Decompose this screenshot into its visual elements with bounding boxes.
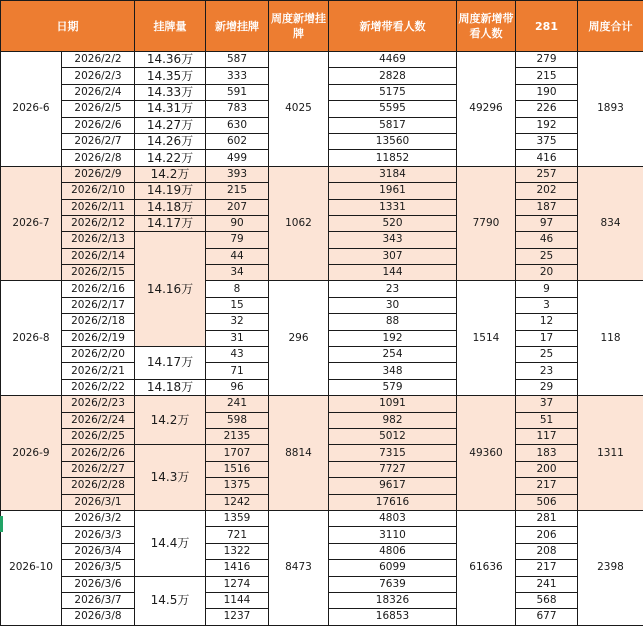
new-listing-cell[interactable]: 207 — [206, 199, 269, 215]
new-listing-cell[interactable]: 630 — [206, 117, 269, 133]
new-listing-cell[interactable]: 1274 — [206, 576, 269, 592]
new-viewers-cell[interactable]: 13560 — [329, 133, 457, 149]
new-viewers-cell[interactable]: 4803 — [329, 510, 457, 526]
new-viewers-cell[interactable]: 6099 — [329, 560, 457, 576]
listing-cell[interactable]: 14.4万 — [135, 510, 206, 576]
new-viewers-cell[interactable]: 343 — [329, 232, 457, 248]
new-listing-cell[interactable]: 783 — [206, 101, 269, 117]
col-281-cell[interactable]: 677 — [516, 609, 578, 625]
col-281-cell[interactable]: 190 — [516, 84, 578, 100]
table-row — [1, 166, 643, 182]
date-cell[interactable]: 2026/2/15 — [62, 265, 135, 281]
listing-cell[interactable]: 14.3万 — [135, 445, 206, 511]
col-281-cell[interactable]: 25 — [516, 248, 578, 264]
new-listing-cell[interactable]: 393 — [206, 166, 269, 182]
header-week-new-listing[interactable]: 周度新增挂牌 — [269, 1, 329, 52]
col-281-cell[interactable]: 200 — [516, 461, 578, 477]
date-cell[interactable]: 2026/2/13 — [62, 232, 135, 248]
new-listing-cell[interactable]: 1322 — [206, 543, 269, 559]
date-cell[interactable]: 2026/3/4 — [62, 543, 135, 559]
header-date[interactable]: 日期 — [1, 1, 135, 52]
new-viewers-cell[interactable]: 520 — [329, 215, 457, 231]
col-281-cell[interactable]: 217 — [516, 478, 578, 494]
new-viewers-cell[interactable]: 18326 — [329, 592, 457, 608]
new-viewers-cell[interactable]: 1331 — [329, 199, 457, 215]
week-cell[interactable]: 2026-10 — [1, 510, 62, 625]
col-281-cell[interactable]: 416 — [516, 150, 578, 166]
new-listing-cell[interactable]: 499 — [206, 150, 269, 166]
new-listing-cell[interactable]: 591 — [206, 84, 269, 100]
new-listing-cell[interactable]: 598 — [206, 412, 269, 428]
new-listing-cell[interactable]: 43 — [206, 347, 269, 363]
header-281[interactable]: 281 — [516, 1, 578, 52]
new-listing-cell[interactable]: 215 — [206, 183, 269, 199]
col-281-cell[interactable]: 568 — [516, 592, 578, 608]
new-viewers-cell[interactable]: 2828 — [329, 68, 457, 84]
new-viewers-cell[interactable]: 579 — [329, 379, 457, 395]
header-new-listing[interactable]: 新增挂牌 — [206, 1, 269, 52]
new-viewers-cell[interactable]: 16853 — [329, 609, 457, 625]
new-listing-cell[interactable]: 1707 — [206, 445, 269, 461]
col-281-cell[interactable]: 257 — [516, 166, 578, 182]
listing-cell[interactable]: 14.19万 — [135, 183, 206, 199]
new-listing-cell[interactable]: 1375 — [206, 478, 269, 494]
date-cell[interactable]: 2026/2/3 — [62, 68, 135, 84]
new-viewers-cell[interactable]: 30 — [329, 297, 457, 313]
table-row — [1, 281, 643, 297]
listing-cell[interactable]: 14.22万 — [135, 150, 206, 166]
date-cell[interactable]: 2026/3/6 — [62, 576, 135, 592]
new-viewers-cell[interactable]: 5595 — [329, 101, 457, 117]
col-281-cell[interactable]: 183 — [516, 445, 578, 461]
new-listing-cell[interactable]: 1242 — [206, 494, 269, 510]
date-cell[interactable]: 2026/2/10 — [62, 183, 135, 199]
new-viewers-cell[interactable]: 7727 — [329, 461, 457, 477]
week-new-viewers-cell[interactable]: 61636 — [457, 510, 516, 625]
col-281-cell[interactable]: 97 — [516, 215, 578, 231]
week-total-cell[interactable]: 834 — [578, 166, 643, 281]
col-281-cell[interactable]: 192 — [516, 117, 578, 133]
week-cell[interactable]: 2026-6 — [1, 52, 62, 167]
new-listing-cell[interactable]: 71 — [206, 363, 269, 379]
new-listing-cell[interactable]: 34 — [206, 265, 269, 281]
date-cell[interactable]: 2026/2/16 — [62, 281, 135, 297]
col-281-cell[interactable]: 25 — [516, 347, 578, 363]
date-cell[interactable]: 2026/2/14 — [62, 248, 135, 264]
col-281-cell[interactable]: 23 — [516, 363, 578, 379]
new-listing-cell[interactable]: 1516 — [206, 461, 269, 477]
week-new-viewers-cell[interactable]: 7790 — [457, 166, 516, 281]
col-281-cell[interactable]: 202 — [516, 183, 578, 199]
listing-cell[interactable]: 14.33万 — [135, 84, 206, 100]
new-listing-cell[interactable]: 90 — [206, 215, 269, 231]
new-listing-cell[interactable]: 1144 — [206, 592, 269, 608]
col-281-cell[interactable]: 187 — [516, 199, 578, 215]
new-viewers-cell[interactable]: 348 — [329, 363, 457, 379]
date-cell[interactable]: 2026/3/3 — [62, 527, 135, 543]
new-listing-cell[interactable]: 8 — [206, 281, 269, 297]
week-new-listing-cell[interactable]: 4025 — [269, 52, 329, 167]
col-281-cell[interactable]: 208 — [516, 543, 578, 559]
new-listing-cell[interactable]: 721 — [206, 527, 269, 543]
week-total-cell[interactable]: 2398 — [578, 510, 643, 625]
new-viewers-cell[interactable]: 5012 — [329, 428, 457, 444]
date-cell[interactable]: 2026/3/1 — [62, 494, 135, 510]
new-viewers-cell[interactable]: 4806 — [329, 543, 457, 559]
date-cell[interactable]: 2026/2/20 — [62, 347, 135, 363]
listing-cell[interactable]: 14.17万 — [135, 215, 206, 231]
new-viewers-cell[interactable]: 23 — [329, 281, 457, 297]
listing-cell[interactable]: 14.2万 — [135, 396, 206, 445]
date-cell[interactable]: 2026/2/7 — [62, 133, 135, 149]
col-281-cell[interactable]: 241 — [516, 576, 578, 592]
col-281-cell[interactable]: 506 — [516, 494, 578, 510]
week-new-listing-cell[interactable]: 8814 — [269, 396, 329, 511]
new-listing-cell[interactable]: 241 — [206, 396, 269, 412]
col-281-cell[interactable]: 29 — [516, 379, 578, 395]
date-cell[interactable]: 2026/3/8 — [62, 609, 135, 625]
new-viewers-cell[interactable]: 7639 — [329, 576, 457, 592]
new-viewers-cell[interactable]: 4469 — [329, 52, 457, 68]
col-281-cell[interactable]: 206 — [516, 527, 578, 543]
listing-cell[interactable]: 14.2万 — [135, 166, 206, 182]
new-viewers-cell[interactable]: 982 — [329, 412, 457, 428]
week-new-listing-cell[interactable]: 8473 — [269, 510, 329, 625]
col-281-cell[interactable]: 279 — [516, 52, 578, 68]
new-viewers-cell[interactable]: 9617 — [329, 478, 457, 494]
date-cell[interactable]: 2026/3/2 — [62, 510, 135, 526]
col-281-cell[interactable]: 217 — [516, 560, 578, 576]
date-cell[interactable]: 2026/2/2 — [62, 52, 135, 68]
new-viewers-cell[interactable]: 1091 — [329, 396, 457, 412]
col-281-cell[interactable]: 37 — [516, 396, 578, 412]
date-cell[interactable]: 2026/2/11 — [62, 199, 135, 215]
date-cell[interactable]: 2026/2/21 — [62, 363, 135, 379]
date-cell[interactable]: 2026/2/18 — [62, 314, 135, 330]
new-listing-cell[interactable]: 587 — [206, 52, 269, 68]
new-listing-cell[interactable]: 1237 — [206, 609, 269, 625]
listing-cell[interactable]: 14.18万 — [135, 199, 206, 215]
new-listing-cell[interactable]: 1359 — [206, 510, 269, 526]
week-cell[interactable]: 2026-9 — [1, 396, 62, 511]
new-viewers-cell[interactable]: 5175 — [329, 84, 457, 100]
date-cell[interactable]: 2026/2/26 — [62, 445, 135, 461]
new-viewers-cell[interactable]: 192 — [329, 330, 457, 346]
table-row — [1, 52, 643, 68]
date-cell[interactable]: 2026/2/4 — [62, 84, 135, 100]
header-new-viewers[interactable]: 新增带看人数 — [329, 1, 457, 52]
date-cell[interactable]: 2026/2/24 — [62, 412, 135, 428]
new-viewers-cell[interactable]: 307 — [329, 248, 457, 264]
new-viewers-cell[interactable]: 88 — [329, 314, 457, 330]
new-listing-cell[interactable]: 31 — [206, 330, 269, 346]
week-total-cell[interactable]: 118 — [578, 281, 643, 396]
new-viewers-cell[interactable]: 5817 — [329, 117, 457, 133]
table-row — [1, 396, 643, 412]
new-listing-cell[interactable]: 602 — [206, 133, 269, 149]
col-281-cell[interactable]: 375 — [516, 133, 578, 149]
col-281-cell[interactable]: 17 — [516, 330, 578, 346]
week-new-viewers-cell[interactable]: 1514 — [457, 281, 516, 396]
sheet-edge-marker — [0, 516, 3, 532]
col-281-cell[interactable]: 20 — [516, 265, 578, 281]
listing-cell[interactable]: 14.18万 — [135, 379, 206, 395]
new-viewers-cell[interactable]: 3110 — [329, 527, 457, 543]
new-viewers-cell[interactable]: 11852 — [329, 150, 457, 166]
new-listing-cell[interactable]: 44 — [206, 248, 269, 264]
new-listing-cell[interactable]: 1416 — [206, 560, 269, 576]
header-listing[interactable]: 挂牌量 — [135, 1, 206, 52]
new-listing-cell[interactable]: 96 — [206, 379, 269, 395]
date-cell[interactable]: 2026/2/12 — [62, 215, 135, 231]
col-281-cell[interactable]: 3 — [516, 297, 578, 313]
table-row — [1, 510, 643, 526]
listing-cell[interactable]: 14.36万 — [135, 52, 206, 68]
new-listing-cell[interactable]: 79 — [206, 232, 269, 248]
week-cell[interactable]: 2026-7 — [1, 166, 62, 281]
new-listing-cell[interactable]: 32 — [206, 314, 269, 330]
col-281-cell[interactable]: 226 — [516, 101, 578, 117]
listing-cell[interactable]: 14.5万 — [135, 576, 206, 625]
date-cell[interactable]: 2026/2/22 — [62, 379, 135, 395]
date-cell[interactable]: 2026/2/23 — [62, 396, 135, 412]
col-281-cell[interactable]: 46 — [516, 232, 578, 248]
listing-cell[interactable]: 14.31万 — [135, 101, 206, 117]
week-total-cell[interactable]: 1893 — [578, 52, 643, 167]
listing-cell[interactable]: 14.27万 — [135, 117, 206, 133]
week-new-listing-cell[interactable]: 1062 — [269, 166, 329, 281]
col-281-cell[interactable]: 9 — [516, 281, 578, 297]
week-new-viewers-cell[interactable]: 49360 — [457, 396, 516, 511]
date-cell[interactable]: 2026/2/9 — [62, 166, 135, 182]
table-body — [1, 52, 643, 626]
header-row — [1, 1, 643, 52]
header-week-new-viewers[interactable]: 周度新增带看人数 — [457, 1, 516, 52]
new-listing-cell[interactable]: 2135 — [206, 428, 269, 444]
new-listing-cell[interactable]: 333 — [206, 68, 269, 84]
date-cell[interactable]: 2026/2/19 — [62, 330, 135, 346]
date-cell[interactable]: 2026/3/7 — [62, 592, 135, 608]
week-total-cell[interactable]: 1311 — [578, 396, 643, 511]
date-cell[interactable]: 2026/2/5 — [62, 101, 135, 117]
col-281-cell[interactable]: 12 — [516, 314, 578, 330]
week-cell[interactable]: 2026-8 — [1, 281, 62, 396]
new-viewers-cell[interactable]: 1961 — [329, 183, 457, 199]
week-new-listing-cell[interactable]: 296 — [269, 281, 329, 396]
col-281-cell[interactable]: 51 — [516, 412, 578, 428]
new-viewers-cell[interactable]: 254 — [329, 347, 457, 363]
date-cell[interactable]: 2026/2/27 — [62, 461, 135, 477]
col-281-cell[interactable]: 281 — [516, 510, 578, 526]
new-listing-cell[interactable]: 15 — [206, 297, 269, 313]
week-new-viewers-cell[interactable]: 49296 — [457, 52, 516, 167]
listing-cell[interactable]: 14.16万 — [135, 232, 206, 347]
date-cell[interactable]: 2026/2/28 — [62, 478, 135, 494]
date-cell[interactable]: 2026/2/8 — [62, 150, 135, 166]
new-viewers-cell[interactable]: 17616 — [329, 494, 457, 510]
listing-cell[interactable]: 14.35万 — [135, 68, 206, 84]
date-cell[interactable]: 2026/2/17 — [62, 297, 135, 313]
date-cell[interactable]: 2026/2/6 — [62, 117, 135, 133]
date-cell[interactable]: 2026/2/25 — [62, 428, 135, 444]
listing-cell[interactable]: 14.26万 — [135, 133, 206, 149]
col-281-cell[interactable]: 215 — [516, 68, 578, 84]
date-cell[interactable]: 2026/3/5 — [62, 560, 135, 576]
col-281-cell[interactable]: 117 — [516, 428, 578, 444]
new-viewers-cell[interactable]: 7315 — [329, 445, 457, 461]
new-viewers-cell[interactable]: 3184 — [329, 166, 457, 182]
header-week-total[interactable]: 周度合计 — [578, 1, 643, 52]
new-viewers-cell[interactable]: 144 — [329, 265, 457, 281]
listing-cell[interactable]: 14.17万 — [135, 347, 206, 380]
